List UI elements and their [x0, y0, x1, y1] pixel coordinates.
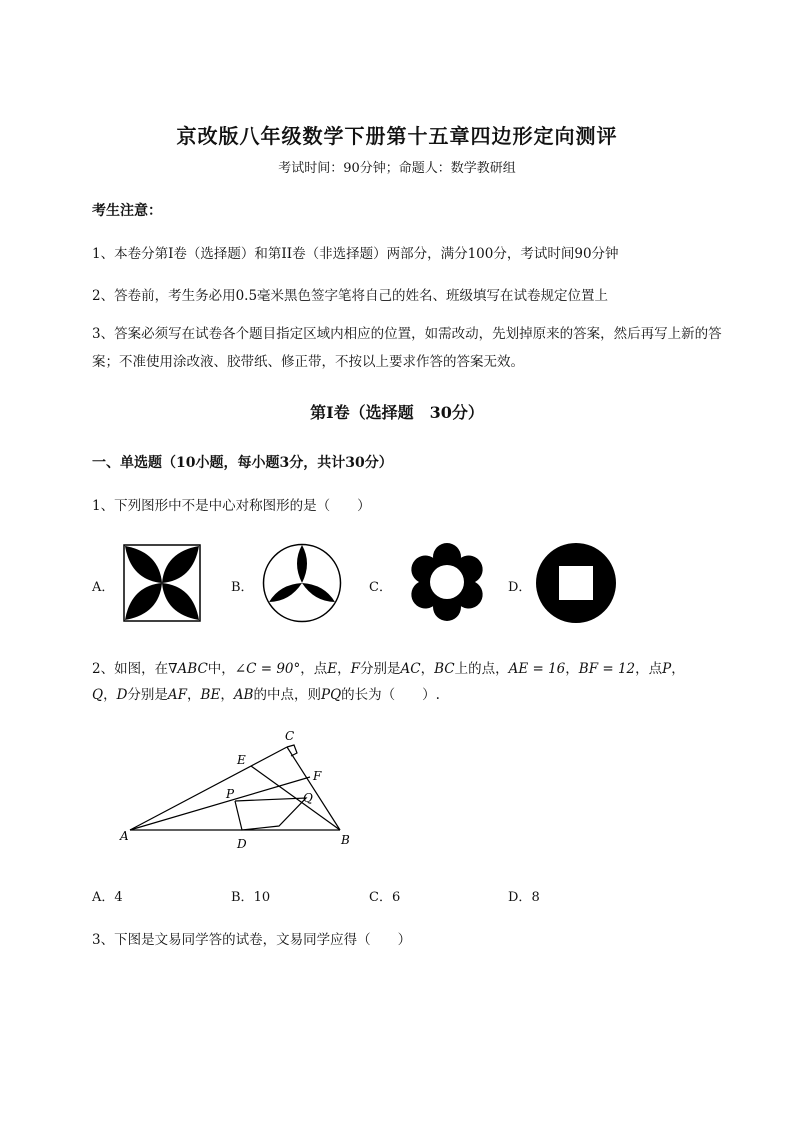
- label-e: E: [237, 753, 246, 767]
- label-p: P: [226, 787, 235, 801]
- label-d: D: [237, 837, 247, 851]
- q2-option-d[interactable]: D．8: [508, 890, 540, 905]
- notice-heading: 考生注意：: [92, 203, 162, 219]
- q1-option-b-label[interactable]: B．: [231, 580, 254, 595]
- q2-ae-value: AE = 16: [508, 661, 566, 677]
- segment-ac: [130, 747, 287, 830]
- q2-bf-value: BF = 12: [578, 661, 636, 677]
- q2-stem-line2: Q，D分别是AF，BE，AB的中点，则PQ的长为（ ）.: [92, 687, 440, 703]
- q2-triangle-abc: ∇ABC: [168, 661, 208, 677]
- q2-angle-c: ∠C = 90°: [234, 661, 301, 677]
- quadrilateral-pqdd: [235, 798, 306, 830]
- label-q: Q: [303, 791, 313, 805]
- segment-cb: [287, 747, 340, 830]
- notice-item-3: 3、答案必须写在试卷各个题目指定区域内相应的位置，如需改动，先划掉原来的答案，然后再写上新的答案；不准使用涂改液、胶带纸、修正带，不按以上要求作答的答案无效。: [92, 326, 722, 370]
- q1-option-d-label[interactable]: D．: [508, 580, 532, 595]
- q2-stem-line1: 2、如图，在∇ABC中，∠C = 90°，点E，F分别是AC，BC上的点，AE = 16，BF = 12，点P，: [92, 661, 685, 677]
- label-c: C: [285, 729, 295, 743]
- q3-stem: 3、下图是文易同学答的试卷，文易同学应得（ ）: [92, 932, 412, 948]
- page-title: 京改版八年级数学下册第十五章四边形定向测评: [176, 124, 618, 148]
- page-subtitle: 考试时间：90分钟；命题人：数学教研组: [278, 161, 516, 176]
- q1-option-c-label[interactable]: C．: [369, 580, 392, 595]
- q2-option-a[interactable]: A．4: [92, 890, 123, 905]
- q2-option-b[interactable]: B．10: [231, 890, 271, 905]
- notice-item-2: 2、答卷前，考生务必用0.5毫米黑色签字笔将自己的姓名、班级填写在试卷规定位置上: [92, 288, 609, 304]
- label-f: F: [313, 769, 322, 783]
- q2-option-c[interactable]: C．6: [369, 890, 401, 905]
- q1-option-a-label[interactable]: A．: [92, 580, 115, 595]
- q1-stem: 1、下列图形中不是中心对称图形的是（ ）: [92, 498, 371, 514]
- part1-title: 第I卷（选择题 30分）: [310, 403, 484, 422]
- notice-item-1: 1、本卷分第I卷（选择题）和第II卷（非选择题）两部分，满分100分，考试时间90分钟: [92, 246, 619, 262]
- section-title: 一、单选题（10小题，每小题3分，共计30分）: [92, 455, 393, 471]
- label-b: B: [341, 833, 350, 847]
- label-a: A: [120, 829, 129, 843]
